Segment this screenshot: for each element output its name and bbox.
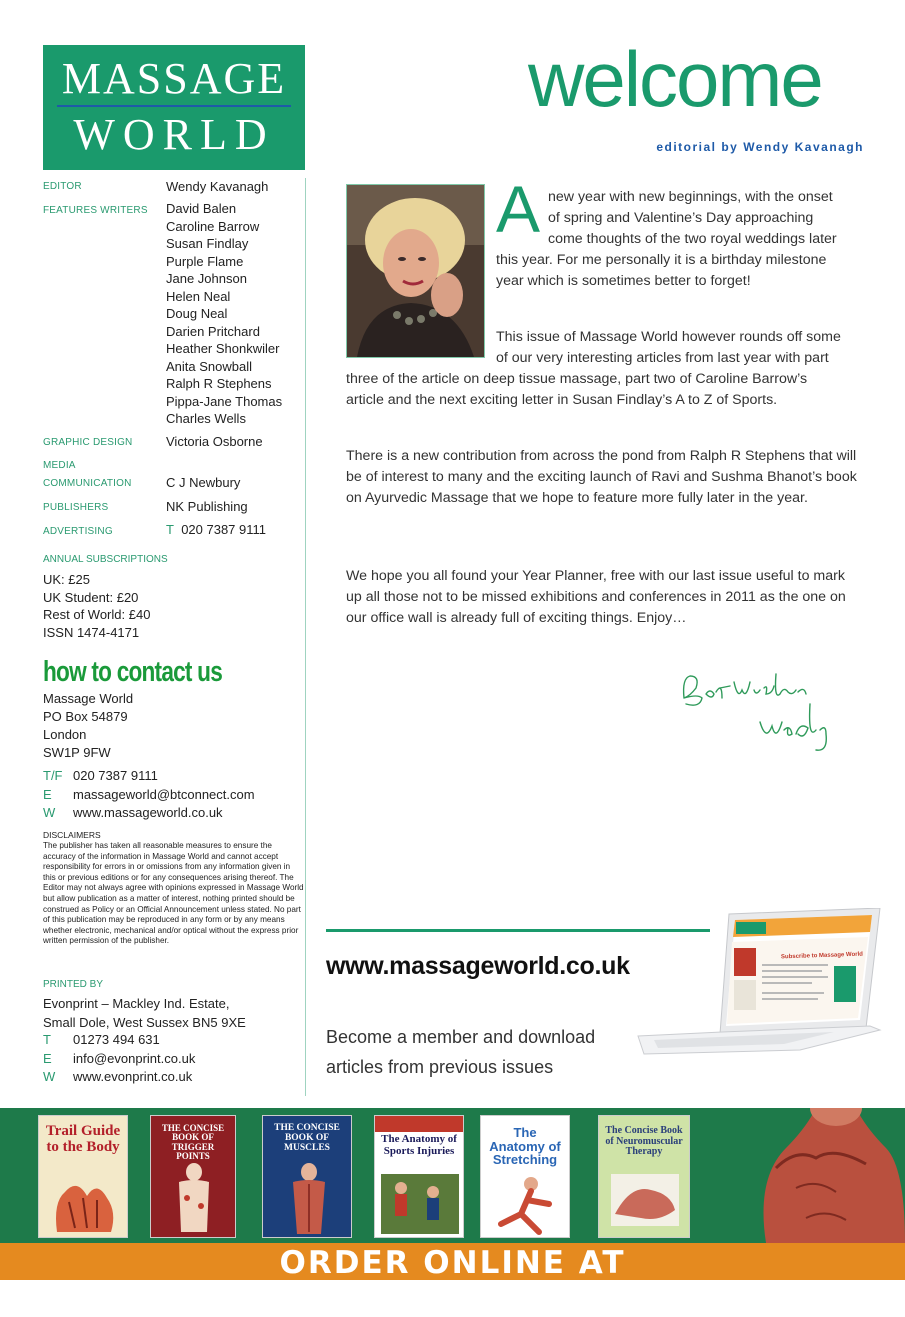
role-label: MEDIA: [43, 460, 76, 471]
order-online-bar[interactable]: [0, 1243, 905, 1317]
role-label: COMMUNICATION: [43, 478, 132, 489]
subscriptions-list: [43, 571, 150, 641]
book-title: The Anatomy of Stretching: [489, 1125, 561, 1168]
role-label: PUBLISHERS: [43, 502, 109, 513]
signature: [676, 664, 856, 754]
role-label: ADVERTISING: [43, 526, 113, 537]
para-line: of spring and Valentine’s Day approaching: [548, 210, 814, 226]
address-line: Massage World: [43, 691, 134, 706]
subscription-line: Rest of World: £40: [43, 607, 151, 622]
welcome-heading: welcome: [528, 35, 822, 123]
disclaimers-title: DISCLAIMERS: [43, 830, 101, 840]
stretching-figure-icon: [491, 1174, 561, 1236]
staff-name: Helen Neal: [166, 288, 231, 304]
staff-name: Pippa-Jane Thomas: [166, 393, 283, 409]
subscription-line: ISSN 1474-4171: [43, 624, 140, 640]
staff-name: Doug Neal: [166, 306, 228, 321]
hand-anatomy-icon: [47, 1172, 121, 1234]
massage-world-logo: [43, 45, 305, 170]
contact-address: [43, 690, 133, 762]
logo-line-2: WORLD: [73, 110, 275, 159]
staff-name: NK Publishing: [166, 499, 248, 514]
contact-website-link[interactable]: www.massageworld.co.uk: [73, 805, 223, 820]
book-cover-3[interactable]: [262, 1115, 352, 1238]
book-cover-6[interactable]: [598, 1115, 690, 1238]
role-names: [166, 178, 268, 196]
laptop-icon: [634, 908, 884, 1058]
book-title: The Concise Book of Neuromuscular Therapy: [605, 1125, 683, 1157]
handwritten-signature-icon: [676, 664, 856, 754]
book-cover-5[interactable]: [480, 1115, 570, 1238]
contact-heading: how to contact us: [43, 656, 223, 688]
logo-line-1: MASSAGE: [61, 54, 287, 103]
muscular-torso-icon: [716, 1108, 905, 1243]
para-line: come thoughts of the two royal weddings later: [548, 231, 837, 247]
staff-name: Caroline Barrow: [166, 218, 260, 234]
staff-name: Susan Findlay: [166, 236, 249, 251]
printer-website-link[interactable]: www.evonprint.co.uk: [73, 1069, 193, 1084]
role-label: GRAPHIC DESIGN: [43, 437, 133, 448]
book-cover-4[interactable]: [374, 1115, 464, 1238]
sports-athletes-icon: [381, 1174, 459, 1234]
staff-name: Darien Pritchard: [166, 323, 260, 339]
book-cover-1[interactable]: [38, 1115, 128, 1238]
staff-name: Jane Johnson: [166, 271, 247, 286]
para-line: this year. For me personally it is a birthday milestone: [496, 252, 827, 268]
staff-name: C J Newbury: [166, 475, 241, 490]
contact-key: E: [43, 786, 52, 802]
para-line: article and the next exciting letter in Susan Findlay’s A to Z of Sports.: [346, 392, 778, 408]
editor-photo: [346, 184, 485, 358]
order-online-text: ORDER ONLINE AT WWW.MASSAGEBOOKS.CO.UK: [168, 1245, 737, 1317]
printer-email-link[interactable]: info@evonprint.co.uk: [73, 1050, 196, 1066]
editorial-para-1-top: [548, 187, 868, 250]
masthead-sidebar: [43, 178, 306, 1096]
disclaimers-body: The publisher has taken all reasonable measures to ensure the accuracy of the information in Massage World and cannot accept responsibility for errors in or omissions from any information given in this or previous editions or for any consequences arising thereof. The Editor may not always agree with opinions expressed in Massage World but allow publication as a matter of interest, nothing printed should be construed as Policy or an Official Announcement unless stated. No part of this publication may be reproduced in any form or by any means whether electronic, mechanical and/or optical without the express prior written permission of the publisher.: [43, 841, 304, 946]
para-line: new year with new beginnings, with the onset: [548, 189, 833, 205]
role-label: FEATURES WRITERS: [43, 205, 148, 216]
laptop-website-preview: [634, 908, 884, 1058]
printer-details: [43, 1031, 195, 1087]
printer-key: T: [43, 1032, 51, 1047]
para-line: year which is sometimes better to forget!: [496, 273, 751, 289]
staff-name: Wendy Kavanagh: [166, 179, 269, 194]
book-title: THE CONCISE BOOK OF TRIGGER POINTS: [161, 1123, 225, 1162]
staff-name: Victoria Osborne: [166, 434, 263, 449]
neuromuscular-arm-icon: [611, 1174, 679, 1226]
editorial-para-1-bottom: [496, 250, 866, 292]
para-line: three of the article on deep tissue massage, part two of Caroline Barrow’s: [346, 371, 808, 387]
editorial-para-2-bottom: [346, 369, 866, 411]
book-title: Trail Guide to the Body: [45, 1123, 121, 1155]
editorial-para-4: We hope you all found your Year Planner, free with our last issue useful to mark up all those not to be missed exhibitions and conferences in 2011 as the one on our office wall is already full of exciting things. Enjoy…: [346, 568, 846, 626]
printer-key: E: [43, 1050, 52, 1066]
editorial-para-2-top: [496, 327, 866, 369]
book-cover-2[interactable]: [150, 1115, 236, 1238]
printer-address: [43, 994, 246, 1032]
editorial-para-3: There is a new contribution from across the pond from Ralph R Stephens that will be of interest to many and the exciting launch of Ravi and Sushma Bhanot’s book on Ayurvedic Massage that we hope to feature more fully later in the year.: [346, 448, 857, 506]
address-line: SW1P 9FW: [43, 745, 111, 760]
printer-key: W: [43, 1069, 56, 1084]
para-line: of our very interesting articles from last year with part: [496, 350, 829, 366]
promo-url-link[interactable]: www.massageworld.co.uk: [326, 952, 630, 980]
trigger-point-body-icon: [165, 1162, 223, 1236]
muscle-body-icon: [281, 1162, 337, 1236]
subscription-line: UK Student: £20: [43, 589, 139, 605]
printer-phone[interactable]: 01273 494 631: [73, 1032, 160, 1047]
para-line: This issue of Massage World however rounds off some: [496, 329, 841, 345]
laptop-screen-header: Subscribe to Massage World: [780, 951, 864, 961]
book-title: The Anatomy of Sports Injuries: [381, 1133, 457, 1157]
promo-member-text: Become a member and download articles from previous issues: [326, 1027, 596, 1077]
contact-phone[interactable]: 020 7387 9111: [73, 768, 158, 783]
staff-name: Charles Wells: [166, 411, 246, 426]
role-names: [166, 200, 282, 428]
staff-name: Ralph R Stephens: [166, 376, 272, 391]
staff-name: Purple Flame: [166, 253, 244, 269]
book-title: THE CONCISE BOOK OF MUSCLES: [274, 1123, 340, 1153]
staff-name: Heather Shonkwiler: [166, 341, 280, 356]
subscriptions-label: ANNUAL SUBSCRIPTIONS: [43, 554, 168, 565]
role-names: [166, 521, 266, 539]
staff-name: Anita Snowball: [166, 358, 252, 374]
role-label: EDITOR: [43, 181, 82, 192]
address-line: London: [43, 727, 87, 742]
printed-by-label: PRINTED BY: [43, 979, 104, 990]
phone-prefix: T: [166, 522, 174, 537]
editor-portrait-icon: [347, 185, 484, 357]
address-line: PO Box 54879: [43, 709, 128, 724]
contact-details: [43, 767, 255, 823]
contact-key: W: [43, 805, 56, 820]
subscription-line: UK: £25: [43, 572, 90, 587]
printer-address-line: Evonprint – Mackley Ind. Estate,: [43, 996, 230, 1011]
editorial-byline: editorial by Wendy Kavanagh: [656, 140, 864, 154]
drop-cap: A: [496, 172, 541, 246]
logo-divider: [57, 105, 291, 107]
staff-name: 020 7387 9111: [181, 522, 267, 537]
contact-key: T/F: [43, 768, 63, 783]
contact-email-link[interactable]: massageworld@btconnect.com: [73, 786, 255, 802]
printer-address-line: Small Dole, West Sussex BN5 9XE: [43, 1015, 246, 1030]
staff-name: David Balen: [166, 201, 237, 216]
